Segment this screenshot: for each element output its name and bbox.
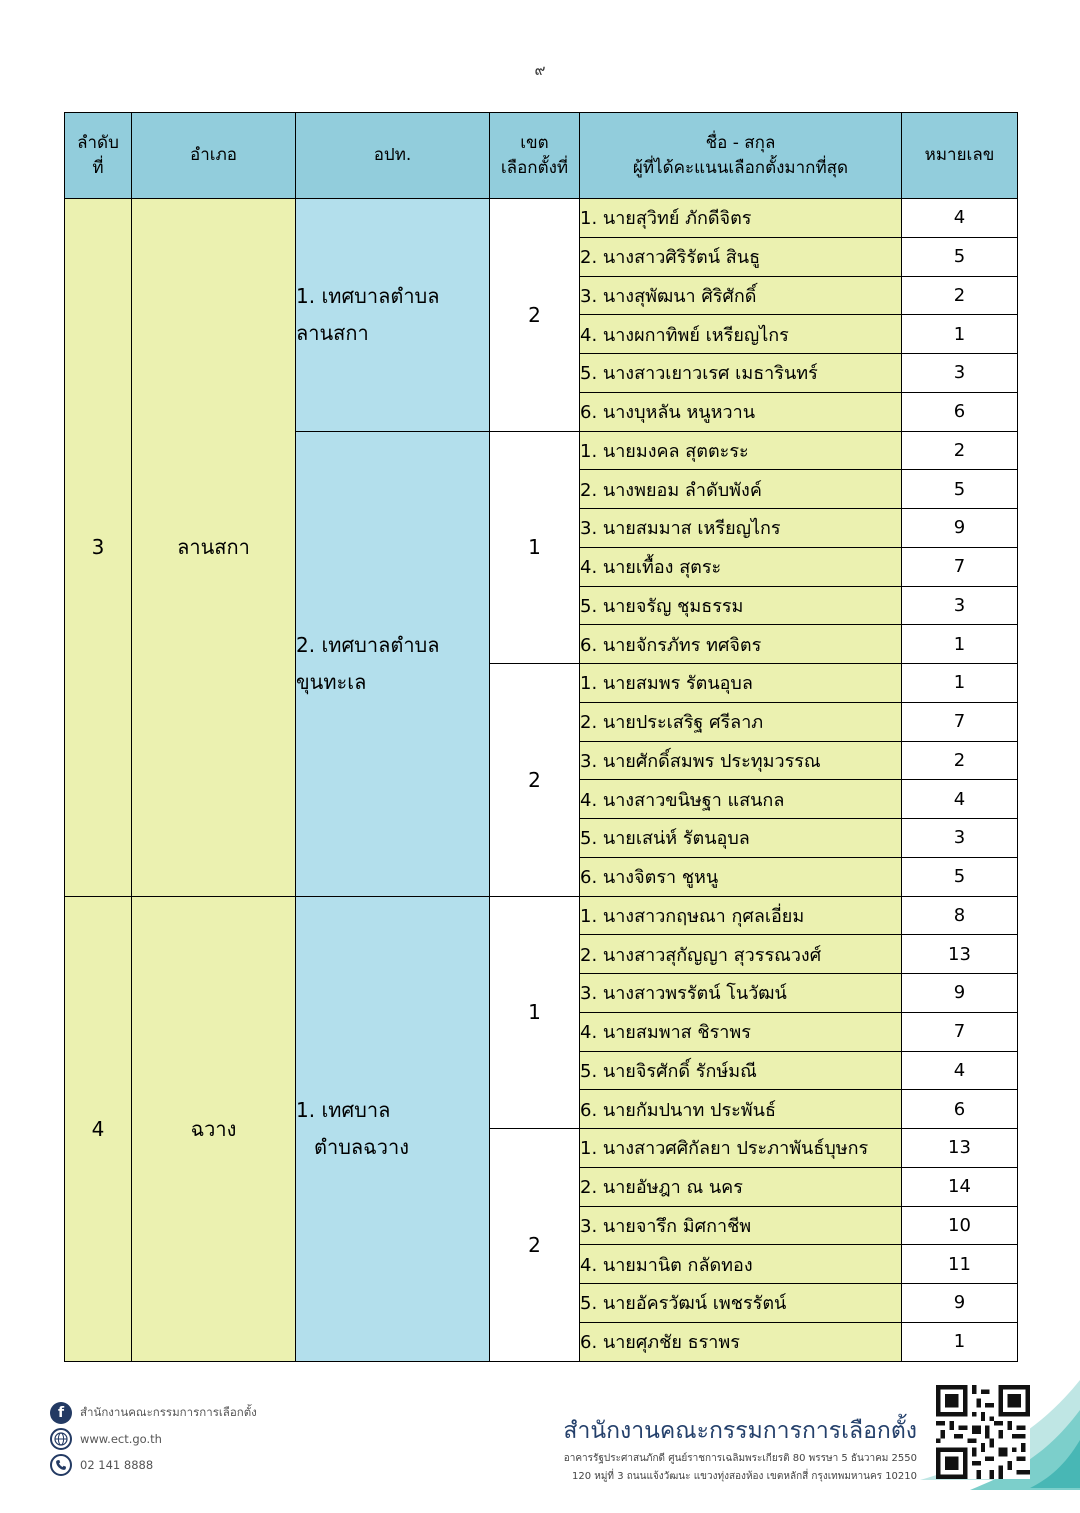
candidate-name: 1. นายมงคล สุตตะระ — [580, 431, 902, 470]
candidate-name: 2. นางพยอม ลำดับพังค์ — [580, 470, 902, 509]
candidate-name: 2. นางสาวสุกัญญา สุวรรณวงศ์ — [580, 935, 902, 974]
candidate-name: 2. นายอัษฎา ณ นคร — [580, 1167, 902, 1206]
candidate-number: 14 — [902, 1167, 1018, 1206]
candidate-name: 4. นางผกาทิพย์ เหรียญไกร — [580, 315, 902, 354]
candidate-name: 5. นายอัครวัฒน์ เพชรรัตน์ — [580, 1284, 902, 1323]
candidate-name: 3. นายจารึก มิศกาชีพ — [580, 1206, 902, 1245]
candidate-number: 1 — [902, 1322, 1018, 1361]
candidate-name: 5. นายจรัญ ชุมธรรม — [580, 586, 902, 625]
phone-link[interactable] — [50, 1452, 257, 1478]
khet-cell: 2 — [490, 664, 580, 897]
khet-cell: 2 — [490, 199, 580, 432]
candidate-name: 5. นายจิรศักดิ์ รักษ์มณี — [580, 1051, 902, 1090]
candidate-number: 3 — [902, 586, 1018, 625]
opt-cell: 1. เทศบาล ตำบลฉวาง — [296, 896, 490, 1361]
facebook-icon: f — [50, 1402, 72, 1424]
candidate-name: 2. นางสาวศิริรัตน์ สินธู — [580, 237, 902, 276]
candidate-number: 9 — [902, 974, 1018, 1013]
candidate-name: 3. นายสมมาส เหรียญไกร — [580, 509, 902, 548]
candidate-name: 3. นางสาวพรรัตน์ โนวัฒน์ — [580, 974, 902, 1013]
website-link[interactable] — [50, 1426, 257, 1452]
candidate-number: 3 — [902, 819, 1018, 858]
candidate-number: 8 — [902, 896, 1018, 935]
header-no: ลำดับ ที่ — [65, 113, 132, 199]
candidate-name: 1. นายสมพร รัตนอุบล — [580, 664, 902, 703]
candidate-number: 5 — [902, 857, 1018, 896]
candidate-number: 3 — [902, 354, 1018, 393]
candidate-number: 11 — [902, 1245, 1018, 1284]
candidate-number: 7 — [902, 1012, 1018, 1051]
candidate-name: 5. นางสาวเยาวเรศ เมธารินทร์ — [580, 354, 902, 393]
phone-text: 02 141 8888 — [80, 1458, 154, 1472]
group-amphoe: ลานสกา — [132, 199, 296, 897]
candidate-number: 13 — [902, 1129, 1018, 1168]
globe-icon — [50, 1428, 72, 1450]
website-text: www.ect.go.th — [80, 1432, 162, 1446]
phone-icon — [50, 1454, 72, 1476]
candidate-number: 10 — [902, 1206, 1018, 1245]
candidate-name: 6. นายศุภชัย ธราพร — [580, 1322, 902, 1361]
candidate-number: 2 — [902, 276, 1018, 315]
page-number: ๙ — [534, 61, 546, 79]
candidate-number: 6 — [902, 392, 1018, 431]
candidate-name: 1. นางสาวกฤษณา กุศลเอี่ยม — [580, 896, 902, 935]
candidate-name: 4. นางสาวขนิษฐา แสนกล — [580, 780, 902, 819]
candidate-number: 1 — [902, 664, 1018, 703]
candidate-number: 1 — [902, 625, 1018, 664]
candidate-name: 6. นายกัมปนาท ประพันธ์ — [580, 1090, 902, 1129]
group-amphoe: ฉวาง — [132, 896, 296, 1361]
candidate-number: 1 — [902, 315, 1018, 354]
candidate-number: 7 — [902, 702, 1018, 741]
group-no: 4 — [65, 896, 132, 1361]
candidate-name: 4. นายมานิต กลัดทอง — [580, 1245, 902, 1284]
candidate-number: 13 — [902, 935, 1018, 974]
facebook-text: สำนักงานคณะกรรมการการเลือกตั้ง — [80, 1405, 257, 1419]
results-table — [64, 112, 1018, 1362]
candidate-number: 6 — [902, 1090, 1018, 1129]
candidate-name: 2. นายประเสริฐ ศรีลาภ — [580, 702, 902, 741]
candidate-number: 4 — [902, 199, 1018, 238]
candidate-name: 4. นายสมพาส ชิราพร — [580, 1012, 902, 1051]
table-row — [65, 896, 1018, 935]
header-amphoe: อำเภอ — [132, 113, 296, 199]
candidate-name: 5. นายเสน่ห์ รัตนอุบล — [580, 819, 902, 858]
candidate-number: 2 — [902, 431, 1018, 470]
candidate-number: 5 — [902, 470, 1018, 509]
candidate-name: 6. นางบุหลัน หนูหวาน — [580, 392, 902, 431]
table-row — [65, 199, 1018, 238]
header-name: ชื่อ - สกุล ผู้ที่ได้คะแนนเลือกตั้งมากที่สุด — [580, 113, 902, 199]
candidate-number: 7 — [902, 547, 1018, 586]
org-address-line2: 120 หมู่ที่ 3 ถนนแจ้งวัฒนะ แขวงทุ่งสองห้อง เขตหลักสี่ กรุงเทพมหานคร 10210 — [571, 1470, 917, 1482]
candidate-number: 4 — [902, 1051, 1018, 1090]
khet-cell: 1 — [490, 896, 580, 1129]
candidate-number: 9 — [902, 1284, 1018, 1323]
candidate-name: 1. นายสุวิทย์ ภักดีจิตร — [580, 199, 902, 238]
candidate-number: 9 — [902, 509, 1018, 548]
opt-cell: 2. เทศบาลตำบล ขุนทะเล — [296, 431, 490, 896]
org-name: สำนักงานคณะกรรมการการเลือกตั้ง — [563, 1418, 917, 1444]
footer-contacts — [50, 1400, 257, 1478]
org-block — [563, 1413, 917, 1484]
candidate-name: 1. นางสาวศศิกัลยา ประภาพันธ์บุษกร — [580, 1129, 902, 1168]
khet-cell: 2 — [490, 1129, 580, 1362]
candidate-name: 4. นายเทื้อง สุตระ — [580, 547, 902, 586]
candidate-name: 3. นางสุพัฒนา ศิริศักดิ์ — [580, 276, 902, 315]
candidate-name: 6. นายจักรภัทร ทศจิตร — [580, 625, 902, 664]
candidate-name: 3. นายศักดิ์สมพร ประทุมวรรณ — [580, 741, 902, 780]
opt-cell: 1. เทศบาลตำบล ลานสกา — [296, 199, 490, 432]
candidate-number: 5 — [902, 237, 1018, 276]
khet-cell: 1 — [490, 431, 580, 664]
org-address-line1: อาคารรัฐประศาสนภักดี ศูนย์ราชการเฉลิมพระเกียรติ 80 พรรษา 5 ธันวาคม 2550 — [563, 1453, 917, 1464]
header-number: หมายเลข — [902, 113, 1018, 199]
header-opt: อปท. — [296, 113, 490, 199]
qr-code[interactable] — [936, 1385, 1030, 1479]
candidate-number: 2 — [902, 741, 1018, 780]
candidate-number: 4 — [902, 780, 1018, 819]
header-row — [65, 113, 1018, 199]
facebook-link[interactable] — [50, 1400, 257, 1426]
candidate-name: 6. นางจิตรา ชูหนู — [580, 857, 902, 896]
group-no: 3 — [65, 199, 132, 897]
header-khet: เขต เลือกตั้งที่ — [490, 113, 580, 199]
